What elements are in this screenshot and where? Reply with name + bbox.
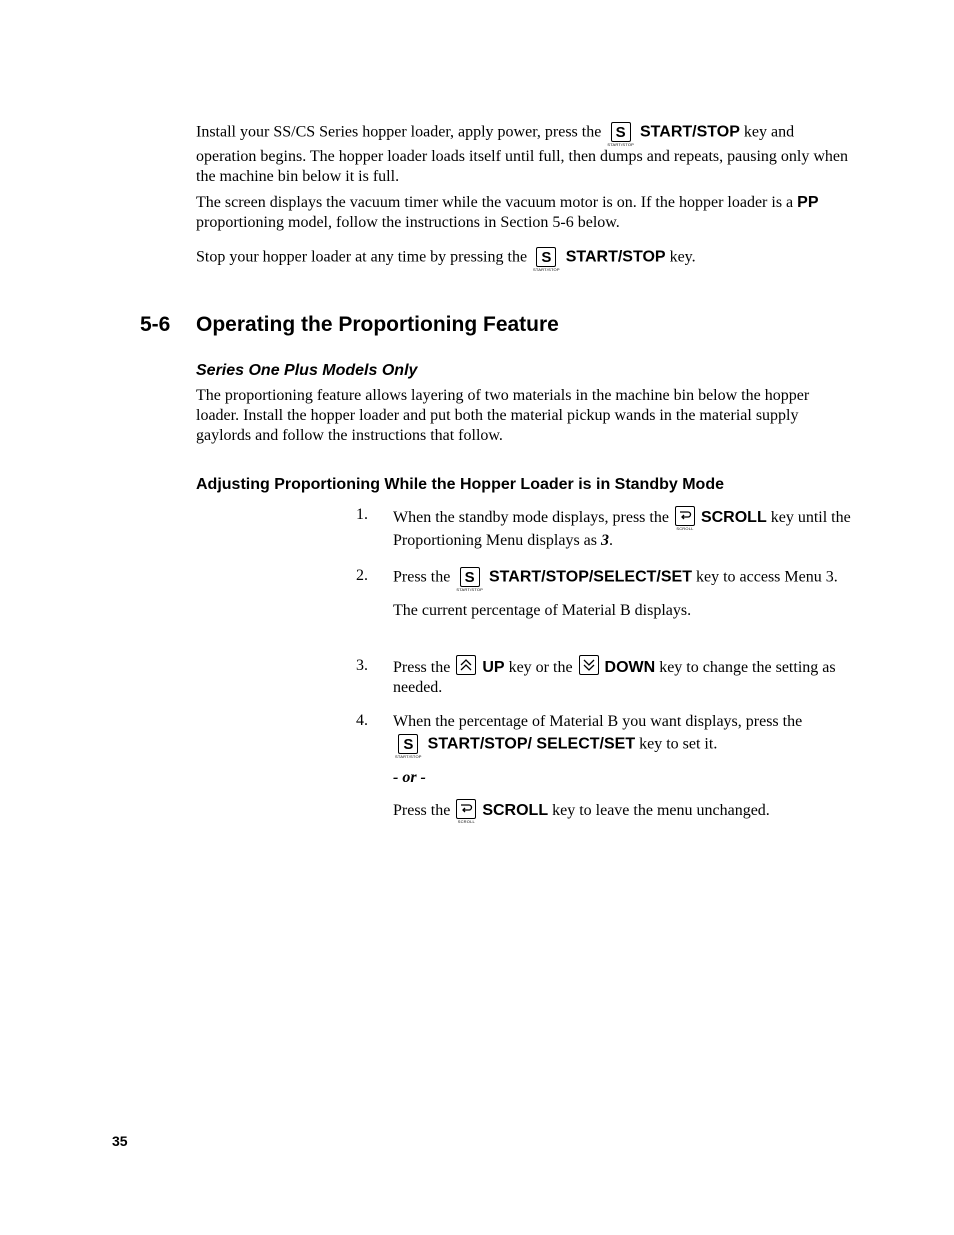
- start-key-caption: START/STOP: [607, 142, 634, 147]
- start-key-letter: S: [611, 122, 631, 142]
- step-1: [356, 506, 856, 551]
- model-name: PP: [797, 194, 819, 211]
- section-body: [196, 386, 852, 446]
- key-name: UP: [482, 659, 505, 676]
- start-stop-key-icon: [533, 247, 560, 272]
- step-text: When the standby mode displays, press the: [393, 509, 669, 526]
- down-chevrons-icon: [582, 658, 596, 672]
- start-key-caption: START/STOP: [533, 267, 560, 272]
- step-2: [356, 567, 856, 621]
- menu-number: 3: [601, 532, 609, 549]
- start-stop-key-icon: [395, 734, 422, 759]
- step-number: 4.: [356, 712, 368, 729]
- down-key-icon: [579, 655, 599, 675]
- step-number: 3.: [356, 657, 368, 674]
- intro-paragraph-1: [196, 122, 852, 187]
- section-number: 5-6: [140, 313, 171, 336]
- scroll-key-caption: SCROLL: [457, 819, 475, 824]
- up-key-icon: [456, 655, 476, 675]
- intro-text: The screen displays the vacuum timer while the vacuum motor is on. If the hopper loader is a: [196, 194, 794, 211]
- section-heading: [140, 313, 559, 337]
- key-name: START/STOP/SELECT/SET: [489, 568, 692, 586]
- start-key-letter: S: [536, 247, 556, 267]
- intro-paragraph-2: [196, 193, 852, 233]
- start-key-caption: START/STOP: [456, 587, 483, 592]
- scroll-arrow-icon: [678, 510, 692, 522]
- start-stop-key-icon: [456, 567, 483, 592]
- step-text: Press the: [393, 568, 451, 586]
- key-name: START/STOP: [565, 248, 666, 266]
- step-text: key or the: [508, 659, 573, 676]
- section-body-text: The proportioning feature allows layering of two materials in the machine bin below the hopper loader. Install the hopper loader and put both the material pickup wands in the material supply gaylords and follow the instructions that follow.: [196, 387, 810, 444]
- scroll-arrow-icon: [459, 803, 473, 815]
- start-key-letter: S: [460, 567, 480, 587]
- intro-text: proportioning model, follow the instructions in Section 5-6 below.: [196, 214, 620, 231]
- step-text: .: [609, 532, 613, 549]
- step-text: key to change the setting as needed.: [393, 659, 836, 696]
- key-name: SCROLL: [700, 509, 767, 526]
- or-separator: - or -: [393, 769, 426, 786]
- scroll-key-caption: SCROLL: [676, 526, 694, 531]
- step-number: 2.: [356, 567, 368, 584]
- step-text: Press the: [393, 802, 451, 819]
- step-number: 1.: [356, 506, 368, 523]
- start-key-caption: START/STOP: [395, 754, 422, 759]
- step-4: [356, 712, 856, 824]
- intro-text: Stop your hopper loader at any time by pressing the: [196, 248, 528, 266]
- page-number: 35: [112, 1133, 128, 1149]
- intro-paragraph-3: [196, 247, 852, 272]
- start-key-letter: S: [398, 734, 418, 754]
- step-text: When the percentage of Material B you want displays, press the: [393, 713, 803, 730]
- start-stop-key-icon: [607, 122, 634, 147]
- step-text: key until the Proportioning Menu displays as: [393, 509, 851, 549]
- scroll-key-icon: [456, 799, 476, 824]
- intro-text: key and operation begins. The hopper loader loads itself until full, then dumps and repeats, pausing only when the machine bin below it is full.: [196, 123, 849, 185]
- key-name: START/STOP/ SELECT/SET: [427, 735, 636, 753]
- key-name: DOWN: [604, 659, 656, 676]
- intro-text: Install your SS/CS Series hopper loader, apply power, press the: [196, 123, 602, 141]
- key-name: SCROLL: [482, 802, 549, 819]
- step-text: key to set it.: [639, 735, 718, 753]
- scroll-key-icon: [675, 506, 695, 531]
- section-title: Operating the Proportioning Feature: [196, 313, 559, 336]
- step-text: key to leave the menu unchanged.: [552, 802, 770, 819]
- key-name: START/STOP: [640, 123, 740, 141]
- intro-text: key.: [669, 248, 696, 266]
- step-text: key to access Menu 3.: [695, 568, 838, 586]
- adjust-heading: Adjusting Proportioning While the Hopper Loader is in Standby Mode: [196, 476, 724, 493]
- step-3: [356, 655, 856, 698]
- step-text: Press the: [393, 659, 451, 676]
- up-chevrons-icon: [459, 658, 473, 672]
- step-note: The current percentage of Material B displays.: [393, 602, 692, 619]
- section-subtitle: Series One Plus Models Only: [196, 362, 418, 379]
